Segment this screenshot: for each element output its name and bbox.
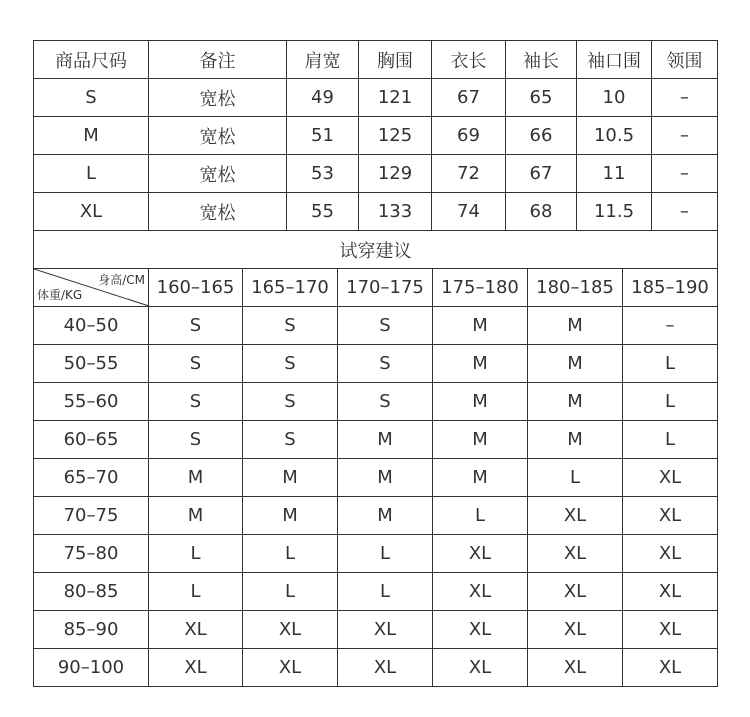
suggested-size-cell: S xyxy=(243,345,338,383)
suggested-size-cell: L xyxy=(623,383,718,421)
size-table-cell: 11 xyxy=(577,155,652,193)
suggested-size-cell: XL xyxy=(149,649,243,687)
size-table-cell: 67 xyxy=(506,155,577,193)
suggested-size-cell: XL xyxy=(528,649,623,687)
size-table-cell: 53 xyxy=(287,155,359,193)
suggested-size-cell: L xyxy=(623,421,718,459)
size-table-header-cell: 胸围 xyxy=(359,41,432,79)
fit-table-header-row xyxy=(34,269,718,307)
suggested-size-cell: XL xyxy=(149,611,243,649)
suggested-size-cell: XL xyxy=(338,649,433,687)
suggested-size-cell: M xyxy=(528,421,623,459)
size-table-cell: 55 xyxy=(287,193,359,231)
size-table-cell: 10 xyxy=(577,79,652,117)
size-table-cell: M xyxy=(34,117,149,155)
suggested-size-cell: S xyxy=(338,383,433,421)
size-table-cell: 宽松 xyxy=(149,155,287,193)
fit-table-row xyxy=(34,497,718,535)
weight-range-cell: 70–75 xyxy=(34,497,149,535)
suggested-size-cell: M xyxy=(433,421,528,459)
suggested-size-cell: XL xyxy=(623,573,718,611)
height-range-header: 165–170 xyxy=(243,269,338,307)
suggested-size-cell: XL xyxy=(338,611,433,649)
size-chart xyxy=(33,40,717,687)
weight-range-cell: 90–100 xyxy=(34,649,149,687)
weight-range-cell: 85–90 xyxy=(34,611,149,649)
weight-range-cell: 40–50 xyxy=(34,307,149,345)
fit-table-row xyxy=(34,649,718,687)
suggested-size-cell: XL xyxy=(433,611,528,649)
suggested-size-cell: M xyxy=(433,345,528,383)
weight-range-cell: 80–85 xyxy=(34,573,149,611)
size-table-cell: 66 xyxy=(506,117,577,155)
suggested-size-cell: XL xyxy=(433,649,528,687)
suggested-size-cell: M xyxy=(528,345,623,383)
size-table-cell: 68 xyxy=(506,193,577,231)
height-range-header: 180–185 xyxy=(528,269,623,307)
suggested-size-cell: S xyxy=(149,307,243,345)
fit-table-row xyxy=(34,459,718,497)
suggested-size-cell: XL xyxy=(623,535,718,573)
suggested-size-cell: L xyxy=(243,573,338,611)
size-table-cell: – xyxy=(652,193,718,231)
size-table-cell: 11.5 xyxy=(577,193,652,231)
size-table-cell: 51 xyxy=(287,117,359,155)
fit-table-row xyxy=(34,307,718,345)
suggested-size-cell: S xyxy=(149,421,243,459)
suggested-size-cell: XL xyxy=(623,497,718,535)
size-table-cell: 74 xyxy=(432,193,506,231)
weight-range-cell: 55–60 xyxy=(34,383,149,421)
size-table-cell: 65 xyxy=(506,79,577,117)
size-table-header-cell: 衣长 xyxy=(432,41,506,79)
weight-range-cell: 60–65 xyxy=(34,421,149,459)
size-table-cell: 125 xyxy=(359,117,432,155)
corner-header-cell xyxy=(34,269,149,307)
size-table-header-cell: 袖长 xyxy=(506,41,577,79)
fit-table-row xyxy=(34,345,718,383)
suggested-size-cell: XL xyxy=(528,497,623,535)
suggested-size-cell: S xyxy=(338,345,433,383)
fit-table-row xyxy=(34,421,718,459)
fit-table-row xyxy=(34,535,718,573)
suggested-size-cell: M xyxy=(243,459,338,497)
size-table-cell: – xyxy=(652,155,718,193)
suggested-size-cell: L xyxy=(243,535,338,573)
size-table-header-cell: 商品尺码 xyxy=(34,41,149,79)
suggested-size-cell: S xyxy=(149,383,243,421)
size-table-row xyxy=(34,79,718,117)
suggested-size-cell: M xyxy=(149,459,243,497)
fit-suggestion-table xyxy=(33,230,718,687)
size-table-cell: L xyxy=(34,155,149,193)
suggested-size-cell: M xyxy=(243,497,338,535)
height-range-header: 185–190 xyxy=(623,269,718,307)
suggested-size-cell: L xyxy=(528,459,623,497)
size-table-cell: 10.5 xyxy=(577,117,652,155)
height-range-header: 170–175 xyxy=(338,269,433,307)
suggested-size-cell: M xyxy=(338,421,433,459)
suggested-size-cell: M xyxy=(433,307,528,345)
fit-table-row xyxy=(34,573,718,611)
suggested-size-cell: XL xyxy=(528,535,623,573)
size-table-cell: 69 xyxy=(432,117,506,155)
suggested-size-cell: – xyxy=(623,307,718,345)
fit-table-row xyxy=(34,611,718,649)
size-spec-table xyxy=(33,40,718,231)
weight-range-cell: 50–55 xyxy=(34,345,149,383)
size-table-cell: 67 xyxy=(432,79,506,117)
size-table-cell: S xyxy=(34,79,149,117)
suggested-size-cell: M xyxy=(149,497,243,535)
suggested-size-cell: M xyxy=(433,383,528,421)
suggested-size-cell: XL xyxy=(528,573,623,611)
suggested-size-cell: XL xyxy=(528,611,623,649)
weight-axis-label: 体重/KG xyxy=(37,288,83,302)
size-table-row xyxy=(34,155,718,193)
suggested-size-cell: S xyxy=(243,421,338,459)
size-table-row xyxy=(34,193,718,231)
suggested-size-cell: XL xyxy=(243,649,338,687)
size-table-header-cell: 肩宽 xyxy=(287,41,359,79)
suggested-size-cell: XL xyxy=(623,649,718,687)
size-table-cell: 宽松 xyxy=(149,193,287,231)
suggested-size-cell: XL xyxy=(623,611,718,649)
weight-range-cell: 75–80 xyxy=(34,535,149,573)
weight-range-cell: 65–70 xyxy=(34,459,149,497)
fit-table-title: 试穿建议 xyxy=(34,231,718,269)
size-table-cell: – xyxy=(652,117,718,155)
suggested-size-cell: M xyxy=(433,459,528,497)
suggested-size-cell: XL xyxy=(243,611,338,649)
suggested-size-cell: S xyxy=(243,307,338,345)
size-table-header-cell: 备注 xyxy=(149,41,287,79)
size-table-header-row xyxy=(34,41,718,79)
size-table-cell: 宽松 xyxy=(149,117,287,155)
size-table-cell: 72 xyxy=(432,155,506,193)
size-table-cell: XL xyxy=(34,193,149,231)
height-axis-label: 身高/CM xyxy=(98,273,145,287)
size-table-row xyxy=(34,117,718,155)
suggested-size-cell: L xyxy=(338,535,433,573)
size-table-cell: 49 xyxy=(287,79,359,117)
suggested-size-cell: S xyxy=(338,307,433,345)
size-table-cell: – xyxy=(652,79,718,117)
fit-table-row xyxy=(34,383,718,421)
size-table-cell: 宽松 xyxy=(149,79,287,117)
size-table-header-cell: 领围 xyxy=(652,41,718,79)
height-range-header: 160–165 xyxy=(149,269,243,307)
suggested-size-cell: M xyxy=(338,459,433,497)
suggested-size-cell: XL xyxy=(623,459,718,497)
suggested-size-cell: XL xyxy=(433,573,528,611)
fit-table-title-row xyxy=(34,231,718,269)
suggested-size-cell: L xyxy=(149,535,243,573)
suggested-size-cell: S xyxy=(149,345,243,383)
size-table-cell: 133 xyxy=(359,193,432,231)
size-table-cell: 129 xyxy=(359,155,432,193)
suggested-size-cell: M xyxy=(528,383,623,421)
suggested-size-cell: M xyxy=(338,497,433,535)
height-range-header: 175–180 xyxy=(433,269,528,307)
suggested-size-cell: L xyxy=(149,573,243,611)
size-table-cell: 121 xyxy=(359,79,432,117)
suggested-size-cell: L xyxy=(338,573,433,611)
suggested-size-cell: XL xyxy=(433,535,528,573)
suggested-size-cell: L xyxy=(433,497,528,535)
suggested-size-cell: S xyxy=(243,383,338,421)
suggested-size-cell: L xyxy=(623,345,718,383)
size-table-header-cell: 袖口围 xyxy=(577,41,652,79)
suggested-size-cell: M xyxy=(528,307,623,345)
